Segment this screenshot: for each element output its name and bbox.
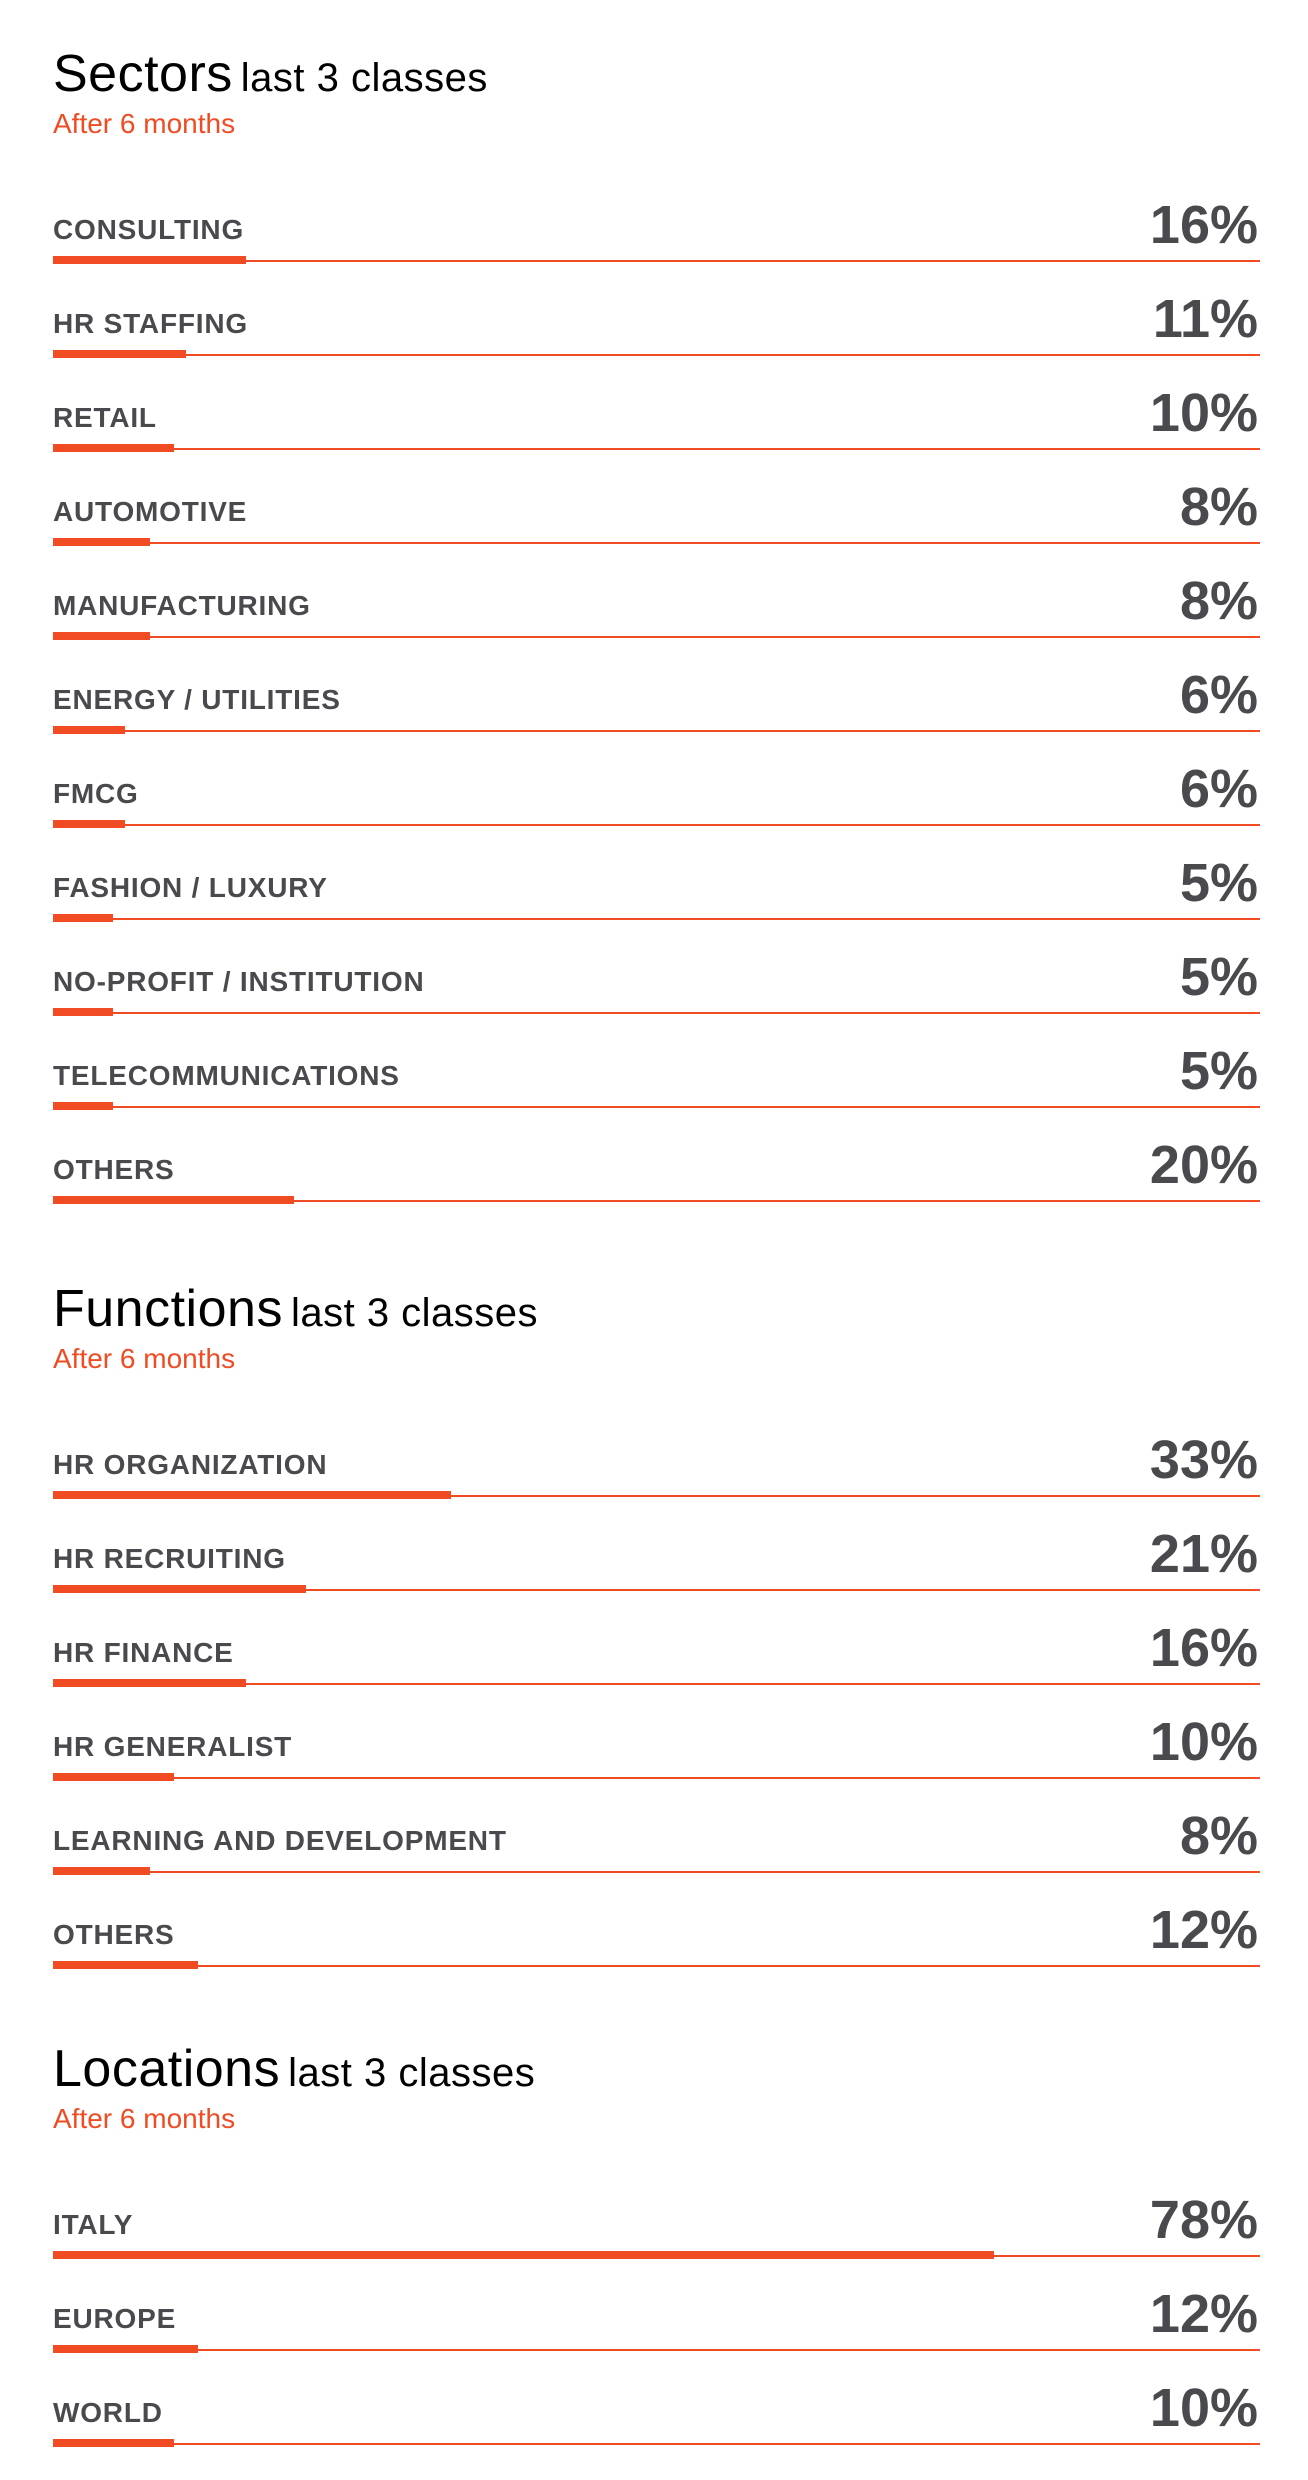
bar-row — [53, 450, 1260, 544]
baseline-rule — [53, 2443, 1260, 2445]
category-label: LEARNING AND DEVELOPMENT — [53, 1825, 507, 1856]
category-label: ITALY — [53, 2209, 134, 2240]
category-label: FMCG — [53, 778, 139, 809]
category-label: NO-PROFIT / INSTITUTION — [53, 966, 425, 997]
category-label: HR RECRUITING — [53, 1543, 286, 1574]
category-label: HR GENERALIST — [53, 1731, 293, 1762]
value-label: 21% — [1149, 1524, 1258, 1584]
category-label: WORLD — [53, 2397, 163, 2428]
baseline-rule — [53, 1965, 1260, 1967]
chart-title-main: Functions — [53, 1280, 283, 1338]
category-label: MANUFACTURING — [53, 590, 311, 621]
category-label: RETAIL — [53, 402, 157, 433]
value-label: 11% — [1152, 289, 1258, 349]
category-label: HR ORGANIZATION — [53, 1449, 328, 1480]
value-label: 20% — [1149, 1135, 1258, 1195]
bar-row — [53, 1779, 1260, 1873]
bar-row — [53, 1014, 1260, 1108]
bar-row — [53, 544, 1260, 638]
category-label: OTHERS — [53, 1919, 175, 1950]
chart-subtitle: After 6 months — [53, 108, 236, 139]
chart-title-suffix: last 3 classes — [288, 2051, 536, 2095]
bar-row — [53, 638, 1260, 732]
bar-row — [53, 262, 1260, 356]
bar — [53, 1961, 198, 1969]
bar-row — [53, 2257, 1260, 2351]
chart-title — [53, 2040, 536, 2098]
category-label: EUROPE — [53, 2303, 177, 2334]
value-label: 5% — [1179, 853, 1258, 913]
value-label: 33% — [1149, 1430, 1258, 1490]
chart-title-main: Sectors — [53, 45, 233, 103]
bar-row — [53, 732, 1260, 826]
value-label: 6% — [1179, 665, 1258, 725]
chart-title-suffix: last 3 classes — [290, 1291, 539, 1335]
value-label: 8% — [1179, 571, 1258, 631]
bar — [53, 1196, 294, 1204]
value-label: 78% — [1149, 2190, 1258, 2250]
value-label: 12% — [1149, 2284, 1258, 2344]
bar-row — [53, 826, 1260, 920]
category-label: HR FINANCE — [53, 1637, 234, 1668]
value-label: 5% — [1179, 1041, 1258, 1101]
category-label: ENERGY / UTILITIES — [53, 684, 341, 715]
bar-row — [53, 2351, 1260, 2445]
value-label: 5% — [1179, 947, 1258, 1007]
value-label: 8% — [1179, 477, 1258, 537]
bar-row — [53, 1685, 1260, 1779]
category-label: HR STAFFING — [53, 308, 248, 339]
category-label: FASHION / LUXURY — [53, 872, 328, 903]
value-label: 16% — [1149, 195, 1258, 255]
chart-title — [53, 1280, 539, 1338]
category-label: AUTOMOTIVE — [53, 496, 248, 527]
chart-title-suffix: last 3 classes — [240, 56, 488, 100]
chart-title — [53, 45, 488, 103]
category-label: CONSULTING — [53, 214, 245, 245]
bar-row — [53, 1403, 1260, 1497]
bar-row — [53, 1108, 1260, 1202]
bar-row — [53, 168, 1260, 262]
category-label: OTHERS — [53, 1154, 175, 1185]
bar-row — [53, 1873, 1260, 1967]
value-label: 10% — [1149, 383, 1258, 443]
chart-title-main: Locations — [53, 2040, 281, 2098]
value-label: 6% — [1179, 759, 1258, 819]
value-label: 8% — [1179, 1806, 1258, 1866]
value-label: 10% — [1149, 1712, 1258, 1772]
bar-row — [53, 1497, 1260, 1591]
chart-subtitle: After 6 months — [53, 2103, 236, 2134]
chart-subtitle: After 6 months — [53, 1343, 236, 1374]
bar — [53, 2439, 174, 2447]
bar-row — [53, 1591, 1260, 1685]
bar-row — [53, 356, 1260, 450]
bar-row — [53, 920, 1260, 1014]
bar-row — [53, 2163, 1260, 2257]
value-label: 12% — [1149, 1900, 1258, 1960]
value-label: 16% — [1149, 1618, 1258, 1678]
category-label: TELECOMMUNICATIONS — [53, 1060, 400, 1091]
value-label: 10% — [1149, 2378, 1258, 2438]
